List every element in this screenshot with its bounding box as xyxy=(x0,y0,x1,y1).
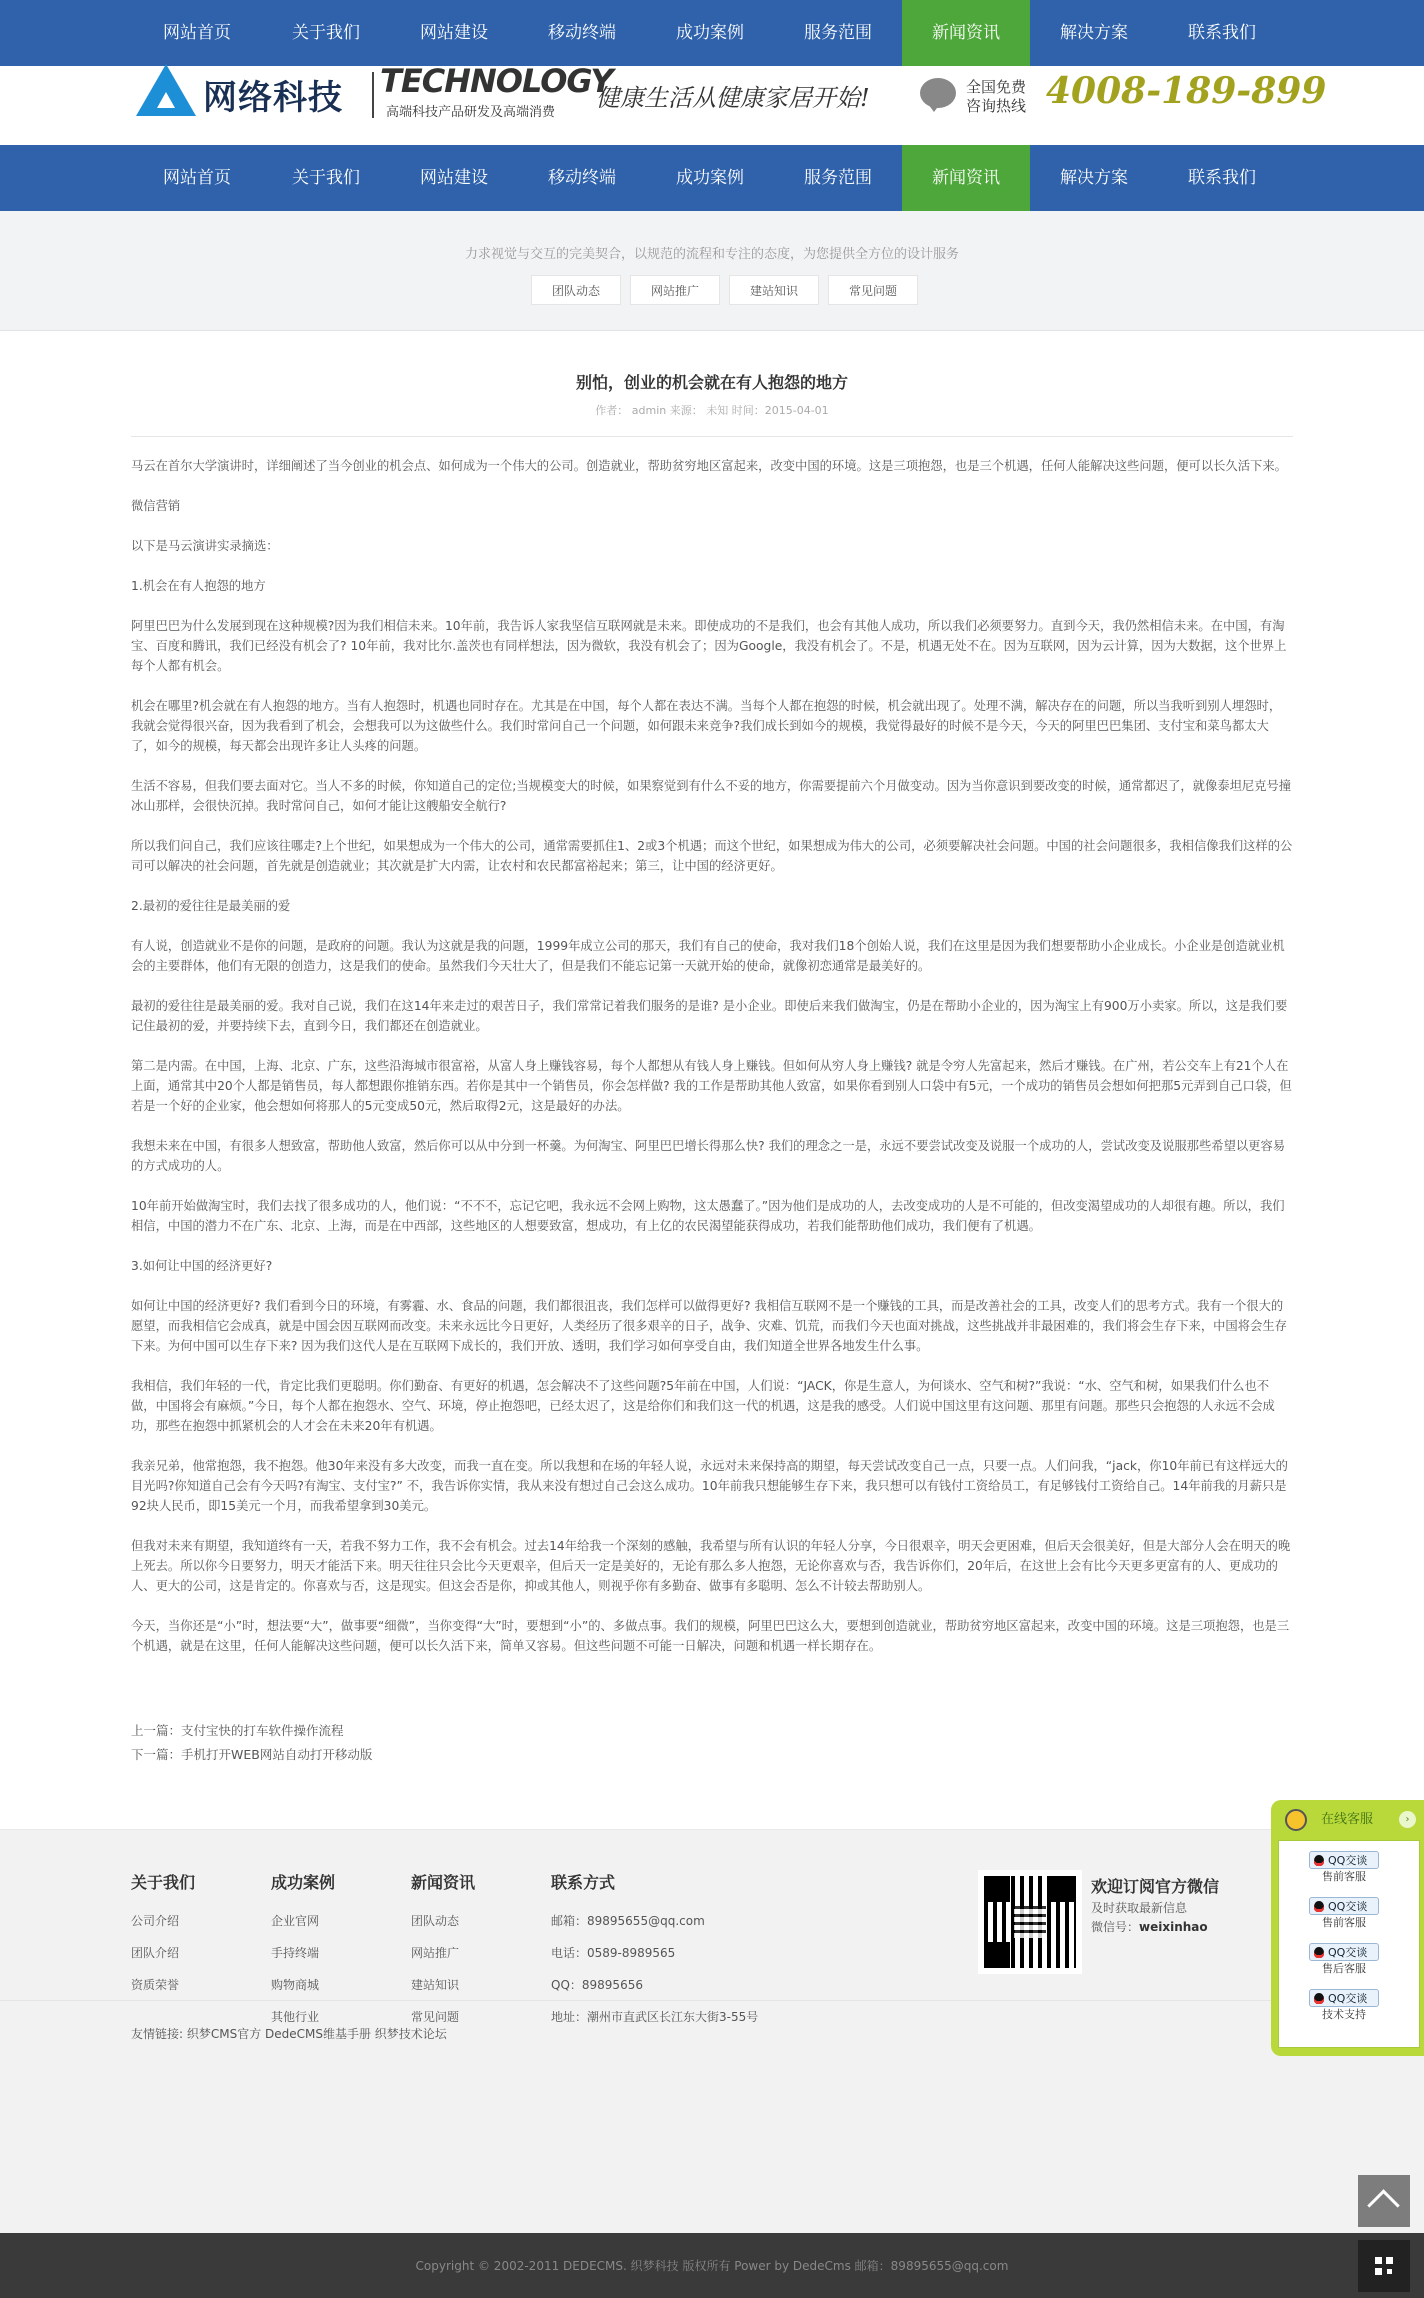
article-paragraph: 但我对未来有期望，我知道终有一天，若我不努力工作，我不会有机会。过去14年给我一个深刻的感触，我希望与所有认识的年轻人分享，今日很艰辛，明天会更困难，但后天会很美好，但是大部分人会在明天的晚上死去。所以你今日要努力，明天才能活下来。明天往往只会比今天更艰辛，但后天一定是美好的，无论有那么多人抱怨，无论你喜欢与否，我告诉你们，20年后，在这世上会有比今天更多更富有的人、更成功的人、更大的公司，这是肯定的。你喜欢与否，这是现实。但这会否是你，抑或其他人，则视乎你有多勤奋、做事有多聪明、怎么不计较去帮助别人。 xyxy=(131,1539,1291,1593)
footer-col-contact xyxy=(551,1870,758,2033)
sub-banner xyxy=(0,211,1424,331)
main-nav xyxy=(0,145,1424,211)
qr-icon xyxy=(1375,2257,1393,2275)
qq-chat-item xyxy=(1309,1897,1379,1931)
qq-chat-item xyxy=(1309,1989,1379,2023)
top-nav-item-3[interactable]: 移动终端 xyxy=(548,23,616,43)
hotline-number: 4008-189-899 xyxy=(1046,70,1327,112)
top-nav-item-6[interactable]: 新闻资讯 xyxy=(902,0,1030,66)
article-paragraph: 我想未来在中国，有很多人想致富，帮助他人致富，然后你可以从中分到一杯羹。为何淘宝、阿里巴巴增长得那么快? 我们的理念之一是，永远不要尝试改变及说服一个成功的人，尝试改变及说服那些希望以更容易的方式成功的人。 xyxy=(131,1139,1286,1173)
footer-col-title: 联系方式 xyxy=(551,1873,616,1892)
article-paragraph: 3.如何让中国的经济更好? xyxy=(131,1259,273,1273)
top-nav-fixed xyxy=(0,0,1424,66)
qq-chat-button[interactable]: QQ交谈 xyxy=(1309,1897,1379,1915)
article-paragraph: 马云在首尔大学演讲时，详细阐述了当今创业的机会点、如何成为一个伟大的公司。创造就业，帮助贫穷地区富起来，改变中国的环境。这是三项抱怨，也是三个机遇，任何人能解决这些问题，便可以长久活下来。 xyxy=(131,459,1287,473)
prev-article-link[interactable]: 上一篇：支付宝快的打车软件操作流程 xyxy=(131,1723,344,1738)
article-body xyxy=(131,456,1293,1676)
main-nav-item-0[interactable]: 网站首页 xyxy=(163,168,231,188)
hotline-label: 全国免费 xyxy=(966,78,1027,96)
main-nav-item-4[interactable]: 成功案例 xyxy=(676,168,744,188)
qq-service-label: 售前客服 xyxy=(1322,1870,1366,1883)
qr-code-button[interactable] xyxy=(1358,2240,1410,2292)
footer xyxy=(0,1829,1424,2233)
footer-col-cases xyxy=(271,1870,335,2033)
footer-link: QQ：89895656 xyxy=(551,1978,643,1992)
footer-col-news xyxy=(411,1870,475,2033)
main-nav-item-7[interactable]: 解决方案 xyxy=(1060,168,1128,188)
article-paragraph: 今天，当你还是“小”时，想法要“大”，做事要“细微”，当你变得“大”时，要想到“小”的、多做点事。我们的规模，阿里巴巴这么大，要想到创造就业，帮助贫穷地区富起来，改变中国的环境。这是三项抱怨，也是三个机遇，就是在这里，任何人能解决这些问题，便可以长久活下来，简单又容易。但这些问题不可能一日解决，问题和机遇一样长期存在。 xyxy=(131,1619,1290,1653)
footer-col-title: 关于我们 xyxy=(131,1873,196,1892)
wechat-id: 微信号：weixinhao xyxy=(1091,1920,1208,1934)
article-meta: 作者： admin 来源： 未知 时间：2015-04-01 xyxy=(595,404,829,417)
article-title: 别怕，创业的机会就在有人抱怨的地方 xyxy=(575,373,848,392)
article-paragraph: 生活不容易，但我们要去面对它。当人不多的时候，你知道自己的定位;当规模变大的时候，如果察觉到有什么不妥的地方，你需要提前六个月做变动。因为当你意识到要改变的时候，通常都迟了，就像泰坦尼克号撞冰山那样，会很快沉掉。我时常问自己，如何才能让这艘船安全航行? xyxy=(131,779,1292,813)
footer-link[interactable]: 购物商城 xyxy=(271,1978,320,1992)
article-paragraph: 10年前开始做淘宝时，我们去找了很多成功的人，他们说：“不不不，忘记它吧，我永远不会网上购物，这太愚蠢了。”因为他们是成功的人，去改变成功的人是不可能的，但改变渴望成功的人却很有趣。所以，我们相信，中国的潜力不在广东、北京、上海，而是在中西部，这些地区的人想要致富，想成功，有上亿的农民渴望能获得成功，若我们能帮助他们成功，我们便有了机遇。 xyxy=(131,1199,1285,1233)
top-nav-item-7[interactable]: 解决方案 xyxy=(1060,23,1128,43)
main-nav-item-1[interactable]: 关于我们 xyxy=(292,168,360,188)
main-nav-item-6[interactable]: 新闻资讯 xyxy=(902,145,1030,211)
top-nav-item-0[interactable]: 网站首页 xyxy=(163,23,231,43)
article-paragraph: 我亲兄弟，他常抱怨，我不抱怨。他30年来没有多大改变，而我一直在变。所以我想和在场的年轻人说，永远对未来保持高的期望，每天尝试改变自己一点，只要一点。人们问我，“jack，你10年前已有这样远大的目光吗?你知道自己会有今天吗?有淘宝、支付宝?” 不，我告诉你实情，我从来没有想过自己会这么成功。10年前我只想能够生存下来，我只想可以有钱付工资给员工，有足够钱付工资给自己。14年前我的月薪只是92块人民币，即15美元一个月，而我希望拿到30美元。 xyxy=(131,1459,1288,1513)
top-nav-item-1[interactable]: 关于我们 xyxy=(292,23,360,43)
online-service-panel xyxy=(1271,1800,1424,2056)
divider xyxy=(131,436,1293,437)
logo-english: TECHNOLOGY xyxy=(380,62,613,100)
footer-link: 电话：0589-8989565 xyxy=(551,1946,676,1960)
footer-link[interactable]: 企业官网 xyxy=(271,1914,320,1928)
logo-icon[interactable] xyxy=(136,64,196,116)
friend-links[interactable]: 友情链接: 织梦CMS官方 DedeCMS维基手册 织梦技术论坛 xyxy=(131,2027,447,2041)
back-to-top-button[interactable] xyxy=(1358,2175,1410,2227)
footer-link[interactable]: 建站知识 xyxy=(411,1978,460,1992)
footer-link[interactable]: 团队动态 xyxy=(411,1914,460,1928)
qq-chat-item xyxy=(1309,1851,1379,1885)
slogan: 健康生活从健康家居开始! xyxy=(596,84,870,112)
footer-link[interactable]: 常见问题 xyxy=(411,2010,460,2024)
footer-link[interactable]: 资质荣誉 xyxy=(131,1978,180,1992)
article-paragraph: 微信营销 xyxy=(131,499,181,513)
logo-subtitle: 高端科技产品研发及高端消费 xyxy=(386,105,556,120)
footer-link[interactable]: 手持终端 xyxy=(271,1946,320,1960)
article-paragraph: 2.最初的爱往往是最美丽的爱 xyxy=(131,899,291,913)
footer-link[interactable]: 团队介绍 xyxy=(131,1946,180,1960)
qq-chat-button[interactable]: QQ交谈 xyxy=(1309,1989,1379,2007)
footer-col-about xyxy=(131,1870,195,2001)
main-nav-item-8[interactable]: 联系我们 xyxy=(1188,168,1256,188)
main-nav-item-2[interactable]: 网站建设 xyxy=(420,168,488,188)
wechat-qr-code xyxy=(978,1870,1082,1974)
hotline-label-2: 咨询热线 xyxy=(966,97,1027,115)
article-paragraph: 有人说，创造就业不是你的问题，是政府的问题。我认为这就是我的问题，1999年成立公司的那天，我们有自己的使命，我对我们18个创始人说，我们在这里是因为我们想要帮助小企业成长。小企业是创造就业机会的主要群体，他们有无限的创造力，这是我们的使命。虽然我们今天壮大了，但是我们不能忘记第一天就开始的使命，就像初恋通常是最美好的。 xyxy=(131,939,1285,973)
footer-link: 邮箱：89895655@qq.com xyxy=(551,1914,705,1928)
tab-site-knowledge[interactable]: 建站知识 xyxy=(729,275,819,305)
article-paragraph: 机会在哪里?机会就在有人抱怨的地方。当有人抱怨时，机遇也同时存在。尤其是在中国，每个人都在表达不满。当每个人都在抱怨的时候，机会就出现了。处理不满，解决存在的问题，所以当我听到别人埋怨时，我就会觉得很兴奋，因为我看到了机会，会想我可以为这做些什么。我们时常问自己一个问题，如何跟未来竞争?我们成长到如今的规模，我觉得最好的时候不是今天，今天的阿里巴巴集团、支付宝和菜鸟都太大了，如今的规模，每天都会出现许多让人头疼的问题。 xyxy=(131,699,1282,753)
service-header[interactable]: 在线客服 › xyxy=(1275,1800,1424,1840)
article-paragraph: 如何让中国的经济更好? 我们看到今日的环境，有雾霾、水、食品的问题，我们都很沮丧，我们怎样可以做得更好? 我相信互联网不是一个赚钱的工具，而是改善社会的工具，改变人们的思考方式。我有一个很大的愿望，而我相信它会成真，就是中国会因互联网而改变。未来永远比今日更好，人类经历了很多艰辛的日子，战争、灾难、饥荒，而我们今天也面对挑战，这些挑战并非最困难的，我们将会生存下来，中国将会生存下来。为何中国可以生存下来? 因为我们这代人是在互联网下成长的，我们开放、透明，我们学习如何享受自由，我们知道全世界各地发生什么事。 xyxy=(131,1299,1287,1353)
footer-link[interactable]: 其他行业 xyxy=(271,2010,320,2024)
banner-description: 力求视觉与交互的完美契合，以规范的流程和专注的态度，为您提供全方位的设计服务 xyxy=(464,247,959,262)
footer-link[interactable]: 公司介绍 xyxy=(131,1914,180,1928)
smiley-icon xyxy=(1285,1809,1307,1831)
footer-link: 地址：潮州市直武区长江东大街3-55号 xyxy=(551,2010,759,2024)
copyright-text: Copyright © 2002-2011 DEDECMS. 织梦科技 版权所有 Power by DedeCms 邮箱：89895655@qq.com xyxy=(415,2259,1009,2273)
article-paragraph: 阿里巴巴为什么发展到现在这种规模?因为我们相信未来。10年前，我告诉人家我坚信互联网就是未来。即使成功的不是我们，也会有其他人成功，所以我们必须要努力。直到今天，我仍然相信未来。在中国，有淘宝、百度和腾讯，我们已经没有机会了? 10年前，我对比尔.盖茨也有同样想法，因为微软，我没有机会了；因为Google，我没有机会了。不是，机遇无处不在。因为互联网，因为云计算，因为大数据，这个世界上每个人都有机会。 xyxy=(131,619,1287,673)
next-article-link[interactable]: 下一篇：手机打开WEB网站自动打开移动版 xyxy=(131,1747,373,1762)
qq-service-label: 技术支持 xyxy=(1322,2008,1366,2021)
qq-chat-button[interactable]: QQ交谈 xyxy=(1309,1943,1379,1961)
wechat-subtitle: 及时获取最新信息 xyxy=(1091,1901,1188,1915)
top-nav-item-5[interactable]: 服务范围 xyxy=(804,23,872,43)
qq-service-label: 售后客服 xyxy=(1322,1962,1366,1975)
tab-faq[interactable]: 常见问题 xyxy=(828,275,918,305)
qq-chat-item xyxy=(1309,1943,1379,1977)
footer-col-title: 新闻资讯 xyxy=(411,1873,476,1892)
article-paragraph: 所以我们问自己，我们应该往哪走?上个世纪，如果想成为一个伟大的公司，通常需要抓住1、2或3个机遇；而这个世纪，如果想成为伟大的公司，必须要解决社会问题。中国的社会问题很多，我相信像我们这样的公司可以解决的社会问题，首先就是创造就业；其次就是扩大内需，让农村和农民都富裕起来；第三，让中国的经济更好。 xyxy=(131,839,1293,873)
qq-service-label: 售前客服 xyxy=(1322,1916,1366,1929)
prev-next-links xyxy=(131,1719,372,1767)
logo-text[interactable]: 网络科技 xyxy=(203,78,343,118)
top-nav-item-4[interactable]: 成功案例 xyxy=(676,23,744,43)
chevron-right-icon[interactable]: › xyxy=(1399,1811,1416,1828)
category-tabs xyxy=(531,275,927,305)
article-paragraph: 最初的爱往往是最美丽的爱。我对自己说，我们在这14年来走过的艰苦日子，我们常常记着我们服务的是谁? 是小企业。即使后来我们做淘宝，仍是在帮助小企业的，因为淘宝上有900万小卖家。所以，这是我们要记住最初的爱，并要持续下去，直到今日，我们都还在创造就业。 xyxy=(131,999,1288,1033)
footer-link[interactable]: 网站推广 xyxy=(411,1946,460,1960)
article-paragraph: 以下是马云演讲实录摘选： xyxy=(131,539,279,553)
footer-col-title: 成功案例 xyxy=(271,1873,336,1892)
article-paragraph: 1.机会在有人抱怨的地方 xyxy=(131,579,266,593)
wechat-title: 欢迎订阅官方微信 xyxy=(1091,1877,1220,1896)
tab-team-news[interactable]: 团队动态 xyxy=(531,275,621,305)
top-nav-item-2[interactable]: 网站建设 xyxy=(420,23,488,43)
main-nav-item-3[interactable]: 移动终端 xyxy=(548,168,616,188)
main-nav-item-5[interactable]: 服务范围 xyxy=(804,168,872,188)
qq-chat-button[interactable]: QQ交谈 xyxy=(1309,1851,1379,1869)
tab-site-promotion[interactable]: 网站推广 xyxy=(630,275,720,305)
chat-bubble-icon xyxy=(920,78,956,108)
top-nav-item-8[interactable]: 联系我们 xyxy=(1188,23,1256,43)
article-paragraph: 我相信，我们年轻的一代，肯定比我们更聪明。你们勤奋、有更好的机遇，怎会解决不了这些问题?5年前在中国，人们说：“JACK，你是生意人，为何谈水、空气和树?”我说：“水、空气和树，如果我们什么也不做，中国将会有麻烦。”今日，每个人都在抱怨水、空气、环境，停止抱怨吧，已经太迟了，这是给你们和我们这一代的机遇，这是我的感受。人们说中国这里有这问题、那里有问题。那些只会抱怨的人永远不会成功，那些在抱怨中抓紧机会的人才会在未来20年有机遇。 xyxy=(131,1379,1275,1433)
article-paragraph: 第二是内需。在中国，上海、北京、广东，这些沿海城市很富裕，从富人身上赚钱容易，每个人都想从有钱人身上赚钱。但如何从穷人身上赚钱? 就是令穷人先富起来，然后才赚钱。在广州，若公交车上有21个人在上面，通常其中20个人都是销售员，每人都想跟你推销东西。若你是其中一个销售员，你会怎样做? 我的工作是帮助其他人致富，如果你看到别人口袋中有5元，一个成功的销售员会想如何把那5元弄到自己口袋，但若是一个好的企业家，他会想如何将那人的5元变成50元，然后取得2元，这是最好的办法。 xyxy=(131,1059,1292,1113)
